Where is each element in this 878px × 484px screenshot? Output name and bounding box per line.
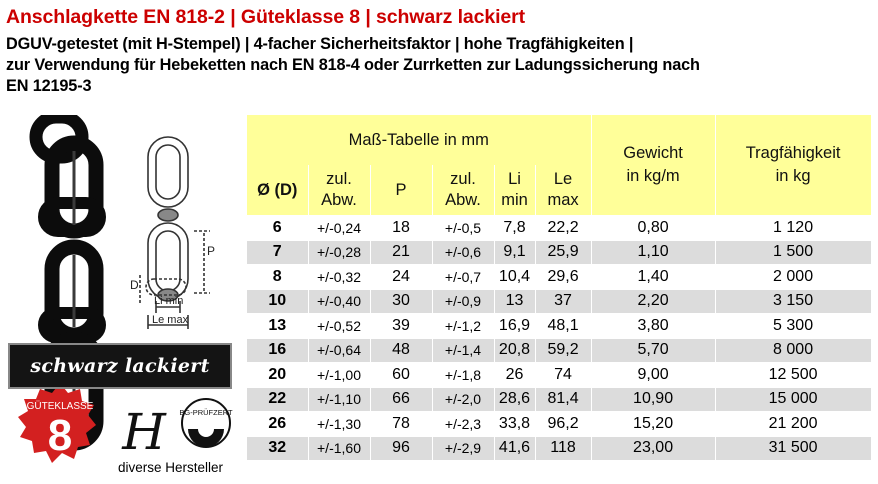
diameter-cell: 6 bbox=[247, 216, 308, 241]
pitch-cell: 60 bbox=[370, 363, 432, 388]
weight-cell: 15,20 bbox=[591, 412, 715, 437]
li-cell: 7,8 bbox=[494, 216, 535, 241]
weight-cell: 0,80 bbox=[591, 216, 715, 241]
diagram-label-li: Li min bbox=[154, 295, 184, 307]
grade-8-badge bbox=[18, 383, 96, 463]
dimension-table bbox=[247, 115, 872, 460]
li-cell: 9,1 bbox=[494, 240, 535, 265]
subtitle-line: EN 12195-3 bbox=[6, 77, 92, 95]
tolerance-p-cell: +/-0,6 bbox=[432, 240, 494, 265]
tolerance-p-cell: +/-2,0 bbox=[432, 387, 494, 412]
le-cell: 59,2 bbox=[535, 338, 591, 363]
diameter-cell: 13 bbox=[247, 314, 308, 339]
tolerance-d-cell: +/-1,10 bbox=[308, 387, 370, 412]
manufacturers-caption: diverse Hersteller bbox=[118, 460, 224, 475]
weight-cell: 1,10 bbox=[591, 240, 715, 265]
tolerance-d-cell: +/-0,28 bbox=[308, 240, 370, 265]
subtitle-line: zur Verwendung für Hebeketten nach EN 818-4 oder Zurrketten zur Ladungssicherung nach bbox=[6, 56, 700, 74]
load-capacity-column-header: Tragfähigkeit in kg bbox=[715, 115, 871, 216]
table-row bbox=[247, 265, 871, 290]
load-capacity-cell: 21 200 bbox=[715, 412, 871, 437]
tolerance-d-cell: +/-0,24 bbox=[308, 216, 370, 241]
le-cell: 74 bbox=[535, 363, 591, 388]
pitch-cell: 48 bbox=[370, 338, 432, 363]
tolerance-d-cell: +/-0,32 bbox=[308, 265, 370, 290]
li-cell: 26 bbox=[494, 363, 535, 388]
weight-cell: 1,40 bbox=[591, 265, 715, 290]
diameter-cell: 20 bbox=[247, 363, 308, 388]
tolerance-p-cell: +/-0,9 bbox=[432, 289, 494, 314]
load-capacity-cell: 2 000 bbox=[715, 265, 871, 290]
diagram-label-d: D bbox=[130, 278, 139, 292]
le-column-header: Le max bbox=[535, 165, 591, 216]
weight-cell: 23,00 bbox=[591, 436, 715, 460]
table-row bbox=[247, 387, 871, 412]
le-cell: 22,2 bbox=[535, 216, 591, 241]
le-cell: 37 bbox=[535, 289, 591, 314]
tolerance-p-cell: +/-0,7 bbox=[432, 265, 494, 290]
li-cell: 16,9 bbox=[494, 314, 535, 339]
diameter-cell: 8 bbox=[247, 265, 308, 290]
load-capacity-cell: 15 000 bbox=[715, 387, 871, 412]
le-cell: 96,2 bbox=[535, 412, 591, 437]
load-capacity-cell: 5 300 bbox=[715, 314, 871, 339]
product-subtitle bbox=[6, 34, 876, 97]
h-stamp-logo: H bbox=[122, 403, 166, 461]
table-row bbox=[247, 412, 871, 437]
chain-illustration bbox=[0, 115, 248, 484]
finish-label-badge: schwarz lackiert bbox=[8, 343, 232, 389]
table-row bbox=[247, 436, 871, 460]
diameter-cell: 10 bbox=[247, 289, 308, 314]
weight-cell: 3,80 bbox=[591, 314, 715, 339]
tolerance-p-cell: +/-1,4 bbox=[432, 338, 494, 363]
tolerance-d-cell: +/-1,60 bbox=[308, 436, 370, 460]
table-row bbox=[247, 314, 871, 339]
load-capacity-cell: 3 150 bbox=[715, 289, 871, 314]
tolerance-d-cell: +/-1,00 bbox=[308, 363, 370, 388]
pitch-cell: 30 bbox=[370, 289, 432, 314]
tolerance-d-cell: +/-0,40 bbox=[308, 289, 370, 314]
li-cell: 20,8 bbox=[494, 338, 535, 363]
weight-cell: 5,70 bbox=[591, 338, 715, 363]
load-capacity-cell: 31 500 bbox=[715, 436, 871, 460]
pitch-cell: 78 bbox=[370, 412, 432, 437]
table-row bbox=[247, 216, 871, 241]
li-cell: 33,8 bbox=[494, 412, 535, 437]
tolerance-p-cell: +/-1,8 bbox=[432, 363, 494, 388]
product-title: Anschlagkette EN 818-2 | Güteklasse 8 | schwarz lackiert bbox=[6, 6, 526, 28]
li-cell: 41,6 bbox=[494, 436, 535, 460]
tolerance-d-cell: +/-1,30 bbox=[308, 412, 370, 437]
diagram-label-p: P bbox=[207, 244, 216, 258]
pitch-cell: 18 bbox=[370, 216, 432, 241]
pitch-cell: 66 bbox=[370, 387, 432, 412]
load-capacity-cell: 1 120 bbox=[715, 216, 871, 241]
pitch-cell: 96 bbox=[370, 436, 432, 460]
diameter-cell: 7 bbox=[247, 240, 308, 265]
le-cell: 118 bbox=[535, 436, 591, 460]
diameter-cell: 32 bbox=[247, 436, 308, 460]
le-cell: 48,1 bbox=[535, 314, 591, 339]
pitch-cell: 24 bbox=[370, 265, 432, 290]
bg-seal-text: BG-PRÜFZERT bbox=[179, 408, 233, 417]
grade-badge-number: 8 bbox=[47, 411, 73, 460]
load-capacity-cell: 1 500 bbox=[715, 240, 871, 265]
tolerance-d-column-header: zul. Abw. bbox=[308, 165, 370, 216]
li-cell: 13 bbox=[494, 289, 535, 314]
weight-cell: 9,00 bbox=[591, 363, 715, 388]
tolerance-p-cell: +/-2,3 bbox=[432, 412, 494, 437]
tolerance-p-column-header: zul. Abw. bbox=[432, 165, 494, 216]
tolerance-d-cell: +/-0,52 bbox=[308, 314, 370, 339]
dimension-table-body bbox=[247, 216, 871, 461]
tolerance-d-cell: +/-0,64 bbox=[308, 338, 370, 363]
load-capacity-cell: 12 500 bbox=[715, 363, 871, 388]
le-cell: 25,9 bbox=[535, 240, 591, 265]
pitch-cell: 39 bbox=[370, 314, 432, 339]
pitch-column-header: P bbox=[370, 165, 432, 216]
load-capacity-cell: 8 000 bbox=[715, 338, 871, 363]
bg-pruefzert-seal bbox=[179, 399, 233, 447]
diameter-cell: 16 bbox=[247, 338, 308, 363]
table-row bbox=[247, 338, 871, 363]
le-cell: 29,6 bbox=[535, 265, 591, 290]
diagram-label-le: Le max bbox=[152, 314, 189, 326]
diameter-cell: 26 bbox=[247, 412, 308, 437]
tolerance-p-cell: +/-1,2 bbox=[432, 314, 494, 339]
weight-cell: 10,90 bbox=[591, 387, 715, 412]
li-cell: 28,6 bbox=[494, 387, 535, 412]
table-row bbox=[247, 289, 871, 314]
li-column-header: Li min bbox=[494, 165, 535, 216]
grade-badge-text: GÜTEKLASSE bbox=[26, 401, 94, 412]
table-row bbox=[247, 240, 871, 265]
pitch-cell: 21 bbox=[370, 240, 432, 265]
weight-cell: 2,20 bbox=[591, 289, 715, 314]
diameter-cell: 22 bbox=[247, 387, 308, 412]
weight-column-header: Gewicht in kg/m bbox=[591, 115, 715, 216]
subtitle-line: DGUV-getestet (mit H-Stempel) | 4-facher Sicherheitsfaktor | hohe Tragfähigkeiten | bbox=[6, 35, 634, 53]
tolerance-p-cell: +/-0,5 bbox=[432, 216, 494, 241]
li-cell: 10,4 bbox=[494, 265, 535, 290]
table-row bbox=[247, 363, 871, 388]
tolerance-p-cell: +/-2,9 bbox=[432, 436, 494, 460]
measure-table-heading: Maß-Tabelle in mm bbox=[247, 115, 591, 165]
le-cell: 81,4 bbox=[535, 387, 591, 412]
diameter-column-header: Ø (D) bbox=[247, 165, 308, 216]
